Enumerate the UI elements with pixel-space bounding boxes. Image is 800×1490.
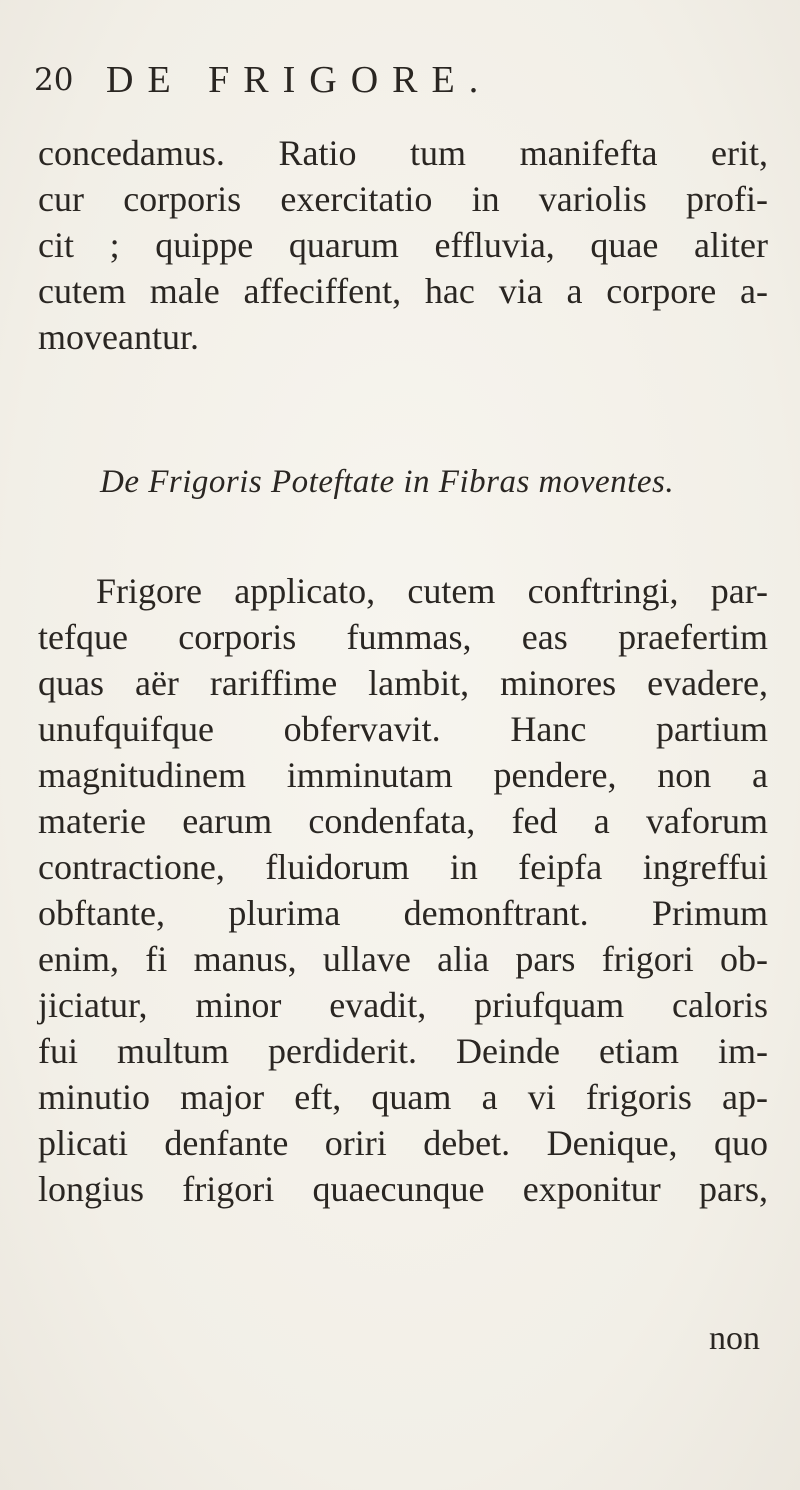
text-line: magnitudinem imminutam pendere, non a (38, 755, 768, 795)
paragraph-1 (38, 130, 768, 360)
text-line: enim, fi manus, ullave alia pars frigori ob- (38, 939, 768, 979)
text-line: fui multum perdiderit. Deinde etiam im- (38, 1031, 768, 1071)
text-line: contractione, fluidorum in feipfa ingreffui (38, 847, 768, 887)
text-line: cit ; quippe quarum effluvia, quae aliter (38, 225, 768, 265)
text-line: quas aër rariffime lambit, minores evadere, (38, 663, 768, 703)
text-line: tefque corporis fummas, eas praefertim (38, 617, 768, 657)
catchword: non (709, 1320, 760, 1357)
text-line: cur corporis exercitatio in variolis profi- (38, 179, 768, 219)
text-line: longius frigori quaecunque exponitur pars, (38, 1169, 768, 1209)
page-number: 20 (34, 62, 74, 98)
text-line: cutem male affeciffent, hac via a corpore a- (38, 271, 768, 311)
text-line: obftante, plurima demonftrant. Primum (38, 893, 768, 933)
text-line: minutio major eft, quam a vi frigoris ap- (38, 1077, 768, 1117)
text-line: concedamus. Ratio tum manifefta erit, (38, 133, 768, 173)
section-heading: De Frigoris Poteftate in Fibras moventes. (100, 464, 675, 500)
text-line: unufquifque obfervavit. Hanc partium (38, 709, 768, 749)
page-header (0, 58, 800, 102)
text-line: materie earum condenfata, fed a vaforum (38, 801, 768, 841)
text-line: Frigore applicato, cutem conftringi, par- (96, 571, 768, 611)
text-line: plicati denfante oriri debet. Denique, quo (38, 1123, 768, 1163)
text-line: moveantur. (38, 317, 199, 357)
running-title: DE FRIGORE. (106, 59, 493, 101)
text-line: jiciatur, minor evadit, priufquam caloris (38, 985, 768, 1025)
paragraph-2 (38, 568, 768, 1212)
